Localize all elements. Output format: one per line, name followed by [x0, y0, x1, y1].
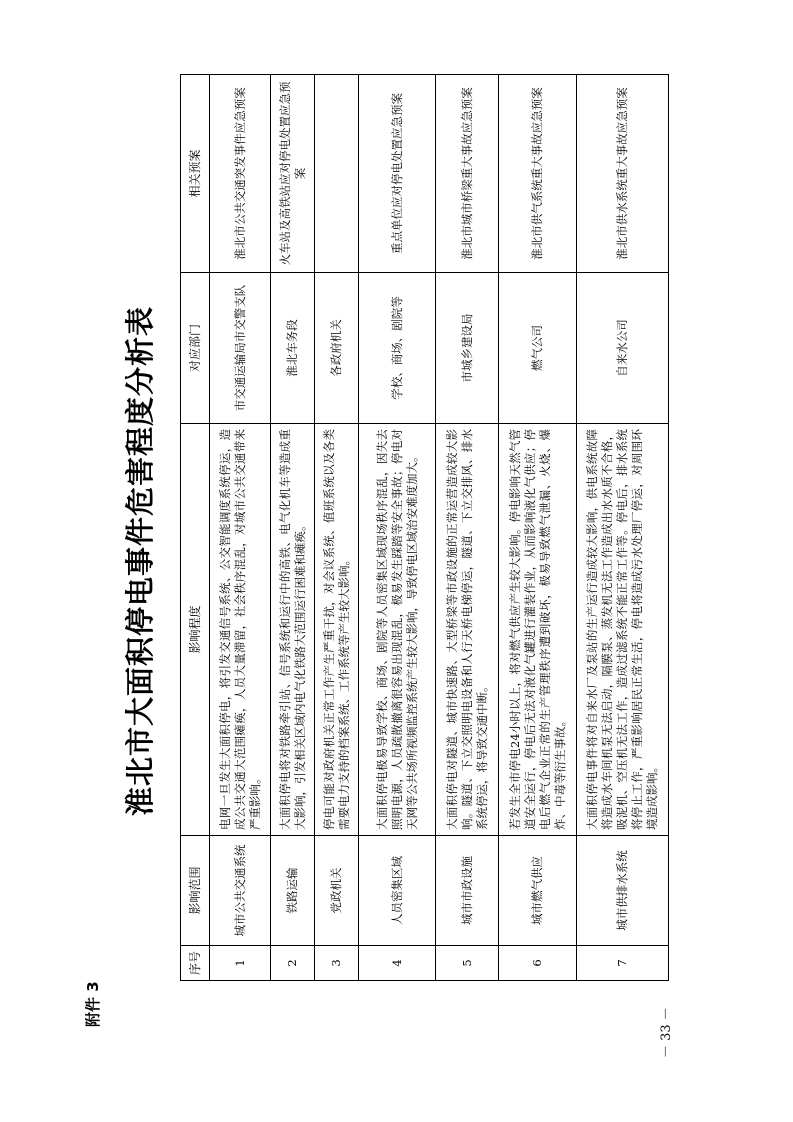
row-no: 4: [359, 946, 436, 981]
row-impact: 停电可能对政府机关正常工作产生严重干扰，对会议系统、值班系统以及各类需要电力支持的档案系统、工作系统等产生较大影响。: [315, 424, 359, 836]
row-no: 3: [315, 946, 359, 981]
row-impact: 大面积停电将对铁路牵引站、信号系统和运行中的高铁、电气化机车等造成重大影响，引发相关区域内电气化铁路大范围运行困难和瘫痪。: [271, 424, 315, 836]
page-title: 淮北市大面积停电事件危害程度分析表: [123, 306, 157, 817]
row-no: 6: [499, 946, 577, 981]
header-no: 序号: [181, 946, 210, 981]
row-no: 2: [271, 946, 315, 981]
row-plan: 火车站及高铁站应对停电处置应急预案: [271, 75, 315, 273]
header-plan: 相关预案: [181, 75, 210, 273]
row-impact: 电网一旦发生大面积停电，将引发交通信号系统、公交智能调度系统停运，造成公共交通大范围瘫痪，人员大量滞留，社会秩序混乱，对城市公共交通带来严重影响。: [210, 424, 271, 836]
row-plan: 淮北市供水系统重大事故应急预案: [577, 75, 669, 273]
row-no: 5: [436, 946, 499, 981]
row-impact: 大面积停电极易导致学校、商场、剧院等人员密集区域现场秩序混乱，因失去照明电源，人员疏散撤离很容易出现混乱，极易发生踩踏等安全事故；停电对天网等公共场所视频监控系统产生较大影响，导致停电区域治安难度加大。: [359, 424, 436, 836]
row-dept: 淮北车务段: [271, 273, 315, 424]
table-row: [359, 75, 436, 981]
row-plan: 重点单位应对停电处置应急预案: [359, 75, 436, 273]
table-row: [499, 75, 577, 981]
row-scope: 城市公共交通系统: [210, 836, 271, 946]
row-plan: 淮北市供气系统重大事故应急预案: [499, 75, 577, 273]
table-row: [436, 75, 499, 981]
row-plan: [315, 75, 359, 273]
row-impact: 大面积停电事件将对自来水厂及泵站的生产运行造成较大影响，供电系统故障将造成水车间机泵无法启动，隔膜泵、蒸发机无法工作造成出水水质不合格，吸泥机、空压机无法工作，造成过滤系统不能正常工作等。停电后，排水系统将停止工作，严重影响居民正常生活，停电将造成污水处理厂停运，对周围环境造成影响。: [577, 424, 669, 836]
row-dept: 市城乡建设局: [436, 273, 499, 424]
row-scope: 城市市政设施: [436, 836, 499, 946]
row-scope: 城市燃气供应: [499, 836, 577, 946]
row-no: 7: [577, 946, 669, 981]
row-dept: 学校、商场、剧院等: [359, 273, 436, 424]
row-dept: 市交通运输局市交警支队: [210, 273, 271, 424]
table-row: [210, 75, 271, 981]
row-dept: 燃气公司: [499, 273, 577, 424]
table-row: [271, 75, 315, 981]
hazard-analysis-table: [180, 74, 669, 981]
row-scope: 城市供排水系统: [577, 836, 669, 946]
page-number: － 33 －: [659, 1007, 674, 1058]
row-plan: 淮北市城市桥梁重大事故应急预案: [436, 75, 499, 273]
row-no: 1: [210, 946, 271, 981]
row-scope: 党政机关: [315, 836, 359, 946]
row-impact: 若发生全市停电24小时以上，将对燃气供应产生较大影响。停电影响天然气管道安全运行，停电后无法对液化气罐进行灌装作业，从而影响液化气供应；停电后燃气企业正常的生产管理秩序遭到破坏，极易导致燃气泄漏、火烧、爆炸、中毒等衍生事故。: [499, 424, 577, 836]
row-plan: 淮北市公共交通突发事件应急预案: [210, 75, 271, 273]
attachment-label: 附件 3: [84, 981, 102, 1027]
row-impact: 大面积停电对隧道、城市快速路、大型桥梁等市政设施的正常运营造成较大影响。隧道、下立交照明电设备和人行天桥电梯停运，隧道、下立交排风、排水系统停运，将导致交通中断。: [436, 424, 499, 836]
header-dept: 对应部门: [181, 273, 210, 424]
table-row: [577, 75, 669, 981]
table-row: [315, 75, 359, 981]
row-dept: 自来水公司: [577, 273, 669, 424]
header-impact: 影响程度: [181, 424, 210, 836]
row-scope: 人员密集区域: [359, 836, 436, 946]
row-dept: 各政府机关: [315, 273, 359, 424]
header-scope: 影响范围: [181, 836, 210, 946]
table-header-row: [181, 75, 210, 981]
row-scope: 铁路运输: [271, 836, 315, 946]
